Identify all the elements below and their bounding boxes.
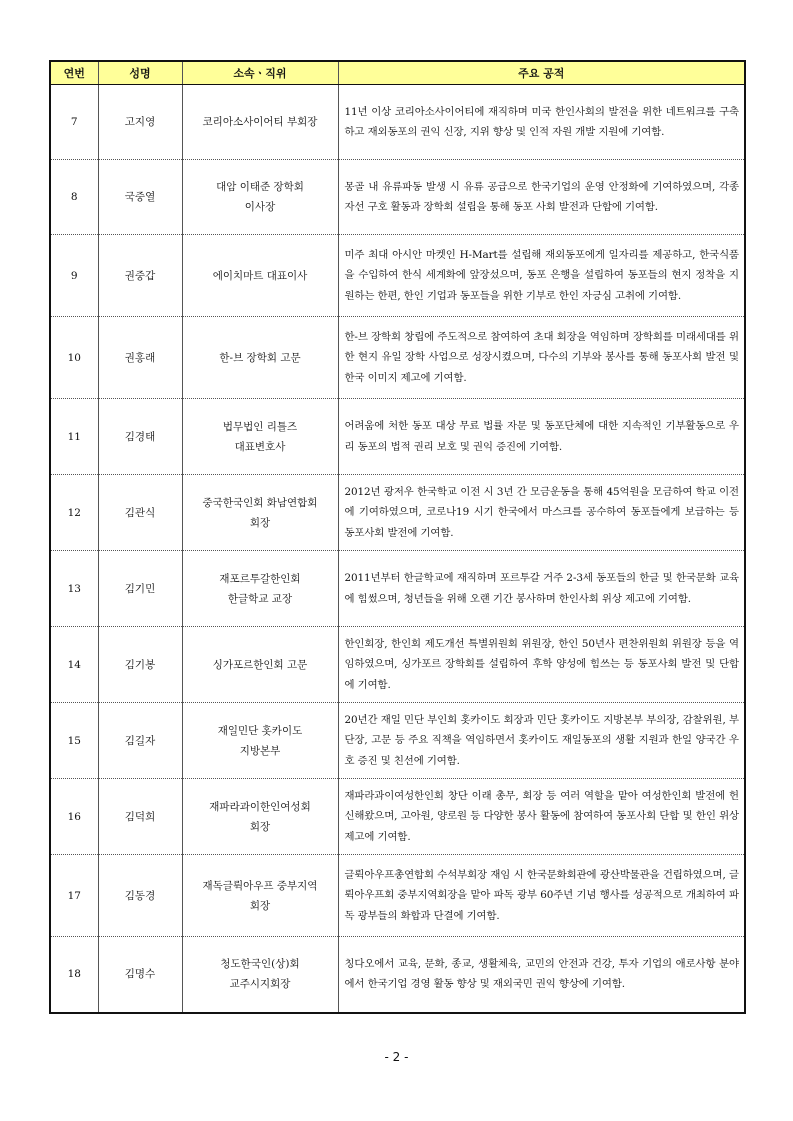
affiliation-line: 한-브 장학회 고문 xyxy=(219,351,301,364)
affiliation-line: 법무법인 리틀즈 xyxy=(222,420,298,433)
header-affiliation: 소속ㆍ직위 xyxy=(182,61,338,85)
row-affiliation xyxy=(182,399,338,475)
affiliation-line: 대암 이태준 장학회 xyxy=(216,181,304,193)
row-name: 김덕희 xyxy=(98,779,182,855)
row-number: 11 xyxy=(50,399,98,475)
row-affiliation xyxy=(182,627,338,703)
row-achievement: 글뤽아우프총연합회 수석부회장 재임 시 한국문화회관에 광산박물관을 건립하였으며, 글뤽아우프회 중부지역회장을 맡아 파독 광부 60주년 기념 행사를 성공적으로 개최하여 파독 광부들의 화합과 단결에 기여함. xyxy=(338,855,745,937)
document-page xyxy=(49,60,744,1014)
row-number: 17 xyxy=(50,855,98,937)
table-row xyxy=(50,779,745,855)
table-row xyxy=(50,855,745,937)
affiliation-line: 지방본부 xyxy=(239,744,281,757)
row-achievement: 미주 최대 아시안 마켓인 H-Mart를 설립해 재외동포에게 일자리를 제공하고, 한국식품을 수입하여 한식 세계화에 앞장섰으며, 동포 은행을 설립하여 동포들의 현지 정착을 지원하는 한편, 한인 기업과 동포들을 위한 기부로 한인 자긍심 고취에 기여함. xyxy=(338,235,745,317)
table-row xyxy=(50,937,745,1013)
table-row xyxy=(50,399,745,475)
row-number: 9 xyxy=(50,235,98,317)
affiliation-line: 교주시지회장 xyxy=(229,978,291,991)
affiliation-line: 에이치마트 대표이사 xyxy=(212,269,308,282)
affiliation-line: 대표변호사 xyxy=(234,440,286,453)
row-name: 김길자 xyxy=(98,703,182,779)
affiliation-line: 청도한국인(상)회 xyxy=(220,958,300,971)
table-row xyxy=(50,85,745,160)
affiliation-line: 재파라과이한인여성회 xyxy=(209,800,311,813)
affiliation-line: 중국한국인회 화남연합회 xyxy=(202,496,318,509)
table-row xyxy=(50,160,745,235)
row-affiliation xyxy=(182,855,338,937)
table-row xyxy=(50,475,745,551)
row-achievement: 재파라과이여성한인회 창단 이래 총무, 회장 등 여러 역할을 맡아 여성한인회 발전에 헌신해왔으며, 고아원, 양로원 등 다양한 봉사 활동에 참여하여 동포사회 단합 및 한인 위상 제고에 기여함. xyxy=(338,779,745,855)
row-number: 7 xyxy=(50,85,98,160)
row-affiliation xyxy=(182,703,338,779)
row-number: 8 xyxy=(50,160,98,235)
row-affiliation xyxy=(182,779,338,855)
table-row xyxy=(50,703,745,779)
table-header-row xyxy=(50,61,745,85)
row-number: 10 xyxy=(50,317,98,399)
row-name: 김동경 xyxy=(98,855,182,937)
affiliation-line: 재포르투갈한인회 xyxy=(219,572,301,585)
row-name: 김기봉 xyxy=(98,627,182,703)
affiliation-line: 이사장 xyxy=(244,201,276,213)
row-achievement: 한-브 장학회 창립에 주도적으로 참여하여 초대 회장을 역임하며 장학회를 미래세대를 위한 현지 유일 장학 사업으로 성장시켰으며, 다수의 기부와 봉사를 통해 동포사회 발전 및 한국 이미지 제고에 기여함. xyxy=(338,317,745,399)
row-number: 18 xyxy=(50,937,98,1013)
affiliation-line: 한글학교 교장 xyxy=(227,592,293,605)
row-name: 김관식 xyxy=(98,475,182,551)
row-affiliation xyxy=(182,317,338,399)
row-number: 15 xyxy=(50,703,98,779)
row-achievement: 20년간 재일 민단 부인회 홋카이도 회장과 민단 홋카이도 지방본부 부의장, 감찰위원, 부단장, 고문 등 주요 직책을 역임하면서 홋카이도 재일동포의 생활 지원과 한일 양국간 우호 증진 및 친선에 기여함. xyxy=(338,703,745,779)
row-number: 16 xyxy=(50,779,98,855)
row-name: 고지영 xyxy=(98,85,182,160)
row-name: 권중갑 xyxy=(98,235,182,317)
row-number: 13 xyxy=(50,551,98,627)
table-row xyxy=(50,235,745,317)
row-achievement: 한인회장, 한인회 제도개선 특별위원회 위원장, 한인 50년사 편찬위원회 위원장 등을 역임하였으며, 싱가포르 장학회를 설립하여 후학 양성에 힘쓰는 등 동포사회 발전 및 단합에 기여함. xyxy=(338,627,745,703)
row-achievement: 2012년 광저우 한국학교 이전 시 3년 간 모금운동을 통해 45억원을 모금하여 학교 이전에 기여하였으며, 코로나19 시기 한국에서 마스크를 공수하여 동포들에게 보급하는 등 동포사회 발전에 기여함. xyxy=(338,475,745,551)
table-row xyxy=(50,317,745,399)
row-name: 김기민 xyxy=(98,551,182,627)
affiliation-line: 회장 xyxy=(249,899,271,912)
row-name: 김명수 xyxy=(98,937,182,1013)
affiliation-line: 회장 xyxy=(249,516,271,529)
row-number: 12 xyxy=(50,475,98,551)
row-number: 14 xyxy=(50,627,98,703)
row-name: 국중열 xyxy=(98,160,182,235)
row-achievement: 2011년부터 한글학교에 재직하며 포르투갈 거주 2-3세 동포들의 한글 및 한국문화 교육에 힘썼으며, 청년들을 위해 오랜 기간 봉사하며 한인사회 위상 제고에 기여함. xyxy=(338,551,745,627)
affiliation-line: 재일민단 홋카이도 xyxy=(217,724,303,737)
row-affiliation xyxy=(182,235,338,317)
row-affiliation xyxy=(182,937,338,1013)
row-achievement: 칭다오에서 교육, 문화, 종교, 생활체육, 교민의 안전과 건강, 투자 기업의 애로사항 분야에서 한국기업 경영 활동 향상 및 재외국민 권익 향상에 기여함. xyxy=(338,937,745,1013)
affiliation-line: 코리아소사이어티 부회장 xyxy=(202,116,318,128)
row-affiliation xyxy=(182,85,338,160)
affiliation-line: 회장 xyxy=(249,820,271,833)
row-achievement: 어려움에 처한 동포 대상 무료 법률 자문 및 동포단체에 대한 지속적인 기부활동으로 우리 동포의 법적 권리 보호 및 권익 증진에 기여함. xyxy=(338,399,745,475)
row-affiliation xyxy=(182,160,338,235)
header-achievement: 주요 공적 xyxy=(338,61,745,85)
row-name: 김경태 xyxy=(98,399,182,475)
row-achievement: 몽골 내 유류파동 발생 시 유류 공급으로 한국기업의 운영 안정화에 기여하였으며, 각종 자선 구호 활동과 장학회 설립을 통해 동포 사회 발전과 단합에 기여함. xyxy=(338,160,745,235)
header-name: 성명 xyxy=(98,61,182,85)
table-row xyxy=(50,627,745,703)
merit-table xyxy=(49,60,746,1014)
row-affiliation xyxy=(182,551,338,627)
row-achievement: 11년 이상 코리아소사이어티에 재직하며 미국 한인사회의 발전을 위한 네트워크를 구축하고 재외동포의 권익 신장, 지위 향상 및 인적 자원 개발 지원에 기여함. xyxy=(338,85,745,160)
affiliation-line: 재독글뤽아우프 중부지역 xyxy=(202,879,318,892)
header-number: 연번 xyxy=(50,61,98,85)
row-name: 권홍래 xyxy=(98,317,182,399)
page-number: - 2 - xyxy=(384,1050,409,1064)
row-affiliation xyxy=(182,475,338,551)
affiliation-line: 싱가포르한인회 고문 xyxy=(212,658,308,671)
table-row xyxy=(50,551,745,627)
